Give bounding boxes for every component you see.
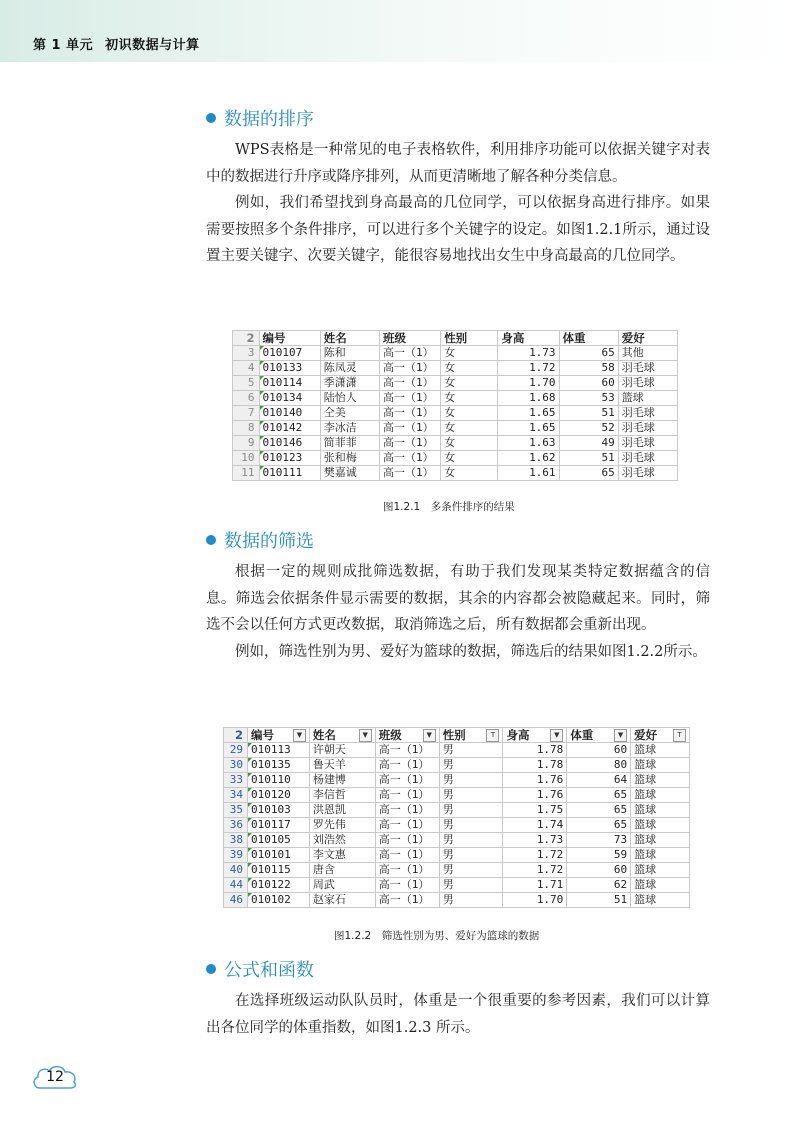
table-cell: 51 bbox=[559, 451, 618, 466]
row-number: 29 bbox=[224, 743, 248, 758]
table-cell: 53 bbox=[559, 391, 618, 406]
table-cell: 男 bbox=[439, 743, 503, 758]
header-row bbox=[233, 331, 678, 346]
row-number: 5 bbox=[233, 376, 260, 391]
table-cell: 1.61 bbox=[498, 466, 559, 481]
table-cell: 男 bbox=[439, 803, 503, 818]
table-cell: 高一（1） bbox=[375, 773, 439, 788]
bullet-dot-icon bbox=[206, 535, 216, 545]
table-cell: 高一（1） bbox=[379, 391, 440, 406]
table-cell: 女 bbox=[441, 421, 498, 436]
table-cell: 65 bbox=[567, 803, 631, 818]
table-cell: 高一（1） bbox=[375, 788, 439, 803]
table-cell: 篮球 bbox=[631, 743, 690, 758]
table-cell: 季潇潇 bbox=[320, 376, 379, 391]
column-header-label: 姓名 bbox=[312, 728, 336, 742]
table-cell: 62 bbox=[567, 878, 631, 893]
row-number: 30 bbox=[224, 758, 248, 773]
table-cell: 010105 bbox=[247, 833, 309, 848]
table-cell: 64 bbox=[567, 773, 631, 788]
table-cell: 1.70 bbox=[503, 893, 567, 908]
column-header-label: 编号 bbox=[262, 331, 286, 345]
table-cell: 李文惠 bbox=[309, 848, 375, 863]
table-cell: 52 bbox=[559, 421, 618, 436]
table-cell: 高一（1） bbox=[379, 361, 440, 376]
table-cell: 女 bbox=[441, 406, 498, 421]
table-cell: 58 bbox=[559, 361, 618, 376]
table-cell: 010117 bbox=[247, 818, 309, 833]
table-cell: 010140 bbox=[259, 406, 320, 421]
table-row bbox=[224, 878, 690, 893]
table-cell: 010111 bbox=[259, 466, 320, 481]
sorted-table bbox=[232, 330, 678, 481]
column-header bbox=[379, 331, 440, 346]
table-cell: 陈凤灵 bbox=[320, 361, 379, 376]
row-number: 38 bbox=[224, 833, 248, 848]
table-cell: 洪恩凯 bbox=[309, 803, 375, 818]
table-cell: 篮球 bbox=[631, 848, 690, 863]
column-header-label: 爱好 bbox=[634, 728, 658, 742]
column-header-label: 编号 bbox=[250, 728, 274, 742]
table-cell: 篮球 bbox=[631, 833, 690, 848]
table-cell: 男 bbox=[439, 863, 503, 878]
table-row bbox=[224, 818, 690, 833]
table-cell: 篮球 bbox=[631, 818, 690, 833]
paragraph: 在选择班级运动队队员时，体重是一个很重要的参考因素，我们可以计算出各位同学的体重指数，如图1.2.3 所示。 bbox=[206, 993, 710, 1036]
table-cell: 010115 bbox=[247, 863, 309, 878]
figure-caption-2: 图1.2.2 筛选性别为男、爱好为篮球的数据 bbox=[334, 930, 540, 942]
column-header bbox=[631, 728, 690, 743]
column-header-label: 班级 bbox=[382, 331, 406, 345]
table-cell: 陆怡人 bbox=[320, 391, 379, 406]
row-number: 7 bbox=[233, 406, 260, 421]
table-cell: 010134 bbox=[259, 391, 320, 406]
page-number-badge: 12 bbox=[30, 1063, 80, 1091]
table-cell: 高一（1） bbox=[379, 376, 440, 391]
paragraph: 根据一定的规则成批筛选数据，有助于我们发现某类特定数据蕴含的信息。筛选会依据条件显示需要的数据，其余的内容都会被隐藏起来。同时，筛选不会以任何方式更改数据，取消筛选之后，所有数据都会重新出现。 bbox=[206, 564, 710, 633]
table-cell: 高一（1） bbox=[379, 451, 440, 466]
table-cell: 鲁天羊 bbox=[309, 758, 375, 773]
table-cell: 男 bbox=[439, 818, 503, 833]
table-cell: 1.78 bbox=[503, 743, 567, 758]
table-cell: 1.65 bbox=[498, 406, 559, 421]
table-cell: 羽毛球 bbox=[618, 466, 677, 481]
column-header-label: 爱好 bbox=[621, 331, 645, 345]
table-cell: 010142 bbox=[259, 421, 320, 436]
table-row bbox=[224, 833, 690, 848]
table-cell: 陈和 bbox=[320, 346, 379, 361]
table-cell: 男 bbox=[439, 773, 503, 788]
table-cell: 1.78 bbox=[503, 758, 567, 773]
row-number: 9 bbox=[233, 436, 260, 451]
table-cell: 高一（1） bbox=[375, 803, 439, 818]
table-cell: 高一（1） bbox=[375, 848, 439, 863]
table-cell: 高一（1） bbox=[379, 346, 440, 361]
column-header-label: 性别 bbox=[444, 331, 468, 345]
header-row bbox=[224, 728, 690, 743]
table-cell: 羽毛球 bbox=[618, 421, 677, 436]
column-header bbox=[320, 331, 379, 346]
table-cell: 罗先伟 bbox=[309, 818, 375, 833]
table-cell: 男 bbox=[439, 878, 503, 893]
table-cell: 1.75 bbox=[503, 803, 567, 818]
column-header bbox=[498, 331, 559, 346]
table-cell: 赵家石 bbox=[309, 893, 375, 908]
filter-dropdown-icon[interactable]: ▼ bbox=[423, 729, 436, 742]
filter-dropdown-icon[interactable]: ▼ bbox=[550, 729, 563, 742]
table-cell: 65 bbox=[567, 788, 631, 803]
table-cell: 男 bbox=[439, 833, 503, 848]
paragraph: 例如，筛选性别为男、爱好为篮球的数据，筛选后的结果如图1.2.2所示。 bbox=[235, 643, 707, 660]
table-cell: 篮球 bbox=[631, 758, 690, 773]
table-cell: 羽毛球 bbox=[618, 406, 677, 421]
table-cell: 1.76 bbox=[503, 773, 567, 788]
table-cell: 1.74 bbox=[503, 818, 567, 833]
column-header-label: 性别 bbox=[442, 728, 466, 742]
table-cell: 高一（1） bbox=[375, 878, 439, 893]
section-sorting-body bbox=[206, 137, 710, 270]
row-number: 36 bbox=[224, 818, 248, 833]
table-cell: 010123 bbox=[259, 451, 320, 466]
column-header bbox=[439, 728, 503, 743]
table-cell: 高一（1） bbox=[375, 743, 439, 758]
table-cell: 女 bbox=[441, 346, 498, 361]
column-header-label: 姓名 bbox=[323, 331, 347, 345]
table-cell: 65 bbox=[567, 818, 631, 833]
table-cell: 女 bbox=[441, 466, 498, 481]
column-header bbox=[247, 728, 309, 743]
column-header bbox=[567, 728, 631, 743]
table-cell: 010103 bbox=[247, 803, 309, 818]
table-cell: 010122 bbox=[247, 878, 309, 893]
row-number: 44 bbox=[224, 878, 248, 893]
table-cell: 高一（1） bbox=[379, 421, 440, 436]
table-cell: 1.68 bbox=[498, 391, 559, 406]
row-number: 35 bbox=[224, 803, 248, 818]
table-cell: 男 bbox=[439, 848, 503, 863]
table-cell: 1.73 bbox=[498, 346, 559, 361]
table-cell: 高一（1） bbox=[379, 466, 440, 481]
row-number: 46 bbox=[224, 893, 248, 908]
table-cell: 1.76 bbox=[503, 788, 567, 803]
section-filtering-body bbox=[206, 559, 710, 665]
table-cell: 女 bbox=[441, 391, 498, 406]
table-cell: 60 bbox=[559, 376, 618, 391]
table-cell: 59 bbox=[567, 848, 631, 863]
table-row bbox=[224, 893, 690, 908]
row-number: 10 bbox=[233, 451, 260, 466]
table-row bbox=[233, 421, 678, 436]
table-cell: 80 bbox=[567, 758, 631, 773]
table-cell: 高一（1） bbox=[375, 818, 439, 833]
table-cell: 杨建博 bbox=[309, 773, 375, 788]
table-cell: 高一（1） bbox=[375, 758, 439, 773]
table-cell: 010133 bbox=[259, 361, 320, 376]
table-cell: 男 bbox=[439, 788, 503, 803]
running-header bbox=[33, 34, 212, 53]
table-cell: 1.72 bbox=[498, 361, 559, 376]
table-cell: 51 bbox=[559, 406, 618, 421]
column-header-label: 身高 bbox=[501, 331, 525, 345]
table-cell: 高一（1） bbox=[375, 893, 439, 908]
table-cell: 60 bbox=[567, 743, 631, 758]
table-cell: 篮球 bbox=[631, 878, 690, 893]
table-cell: 高一（1） bbox=[375, 833, 439, 848]
row-number: 40 bbox=[224, 863, 248, 878]
row-number: 6 bbox=[233, 391, 260, 406]
table-row bbox=[233, 436, 678, 451]
column-header bbox=[309, 728, 375, 743]
column-header-label: 身高 bbox=[506, 728, 530, 742]
column-header bbox=[559, 331, 618, 346]
table-cell: 010101 bbox=[247, 848, 309, 863]
table-cell: 篮球 bbox=[631, 788, 690, 803]
row-number: 34 bbox=[224, 788, 248, 803]
table-row bbox=[224, 743, 690, 758]
table-cell: 1.70 bbox=[498, 376, 559, 391]
table-cell: 010110 bbox=[247, 773, 309, 788]
table-cell: 51 bbox=[567, 893, 631, 908]
table-cell: 65 bbox=[559, 466, 618, 481]
table-row bbox=[224, 863, 690, 878]
table-cell: 010135 bbox=[247, 758, 309, 773]
row-number: 4 bbox=[233, 361, 260, 376]
section-heading-formulas: 公式和函数 bbox=[206, 956, 314, 982]
section-heading-filtering: 数据的筛选 bbox=[206, 527, 314, 553]
row-number: 3 bbox=[233, 346, 260, 361]
table-cell: 010102 bbox=[247, 893, 309, 908]
row-number: 11 bbox=[233, 466, 260, 481]
table-cell: 1.62 bbox=[498, 451, 559, 466]
table-row bbox=[224, 788, 690, 803]
table-cell: 仝美 bbox=[320, 406, 379, 421]
filter-dropdown-icon[interactable]: ▼ bbox=[293, 729, 306, 742]
table-cell: 60 bbox=[567, 863, 631, 878]
table-row bbox=[224, 848, 690, 863]
table-cell: 羽毛球 bbox=[618, 436, 677, 451]
table-cell: 篮球 bbox=[631, 893, 690, 908]
column-header bbox=[259, 331, 320, 346]
table-cell: 周武 bbox=[309, 878, 375, 893]
table-cell: 篮球 bbox=[631, 773, 690, 788]
filter-active-icon[interactable]: T bbox=[673, 729, 686, 742]
table-cell: 刘浩然 bbox=[309, 833, 375, 848]
column-header-label: 体重 bbox=[570, 728, 594, 742]
table-cell: 高一（1） bbox=[379, 436, 440, 451]
table-cell: 010146 bbox=[259, 436, 320, 451]
table-cell: 1.71 bbox=[503, 878, 567, 893]
table-cell: 樊嘉诚 bbox=[320, 466, 379, 481]
table-cell: 女 bbox=[441, 361, 498, 376]
table-cell: 许朝天 bbox=[309, 743, 375, 758]
table-cell: 73 bbox=[567, 833, 631, 848]
filter-dropdown-icon[interactable]: ▼ bbox=[359, 729, 372, 742]
table-cell: 010114 bbox=[259, 376, 320, 391]
table-cell: 羽毛球 bbox=[618, 361, 677, 376]
table-cell: 1.72 bbox=[503, 848, 567, 863]
table-cell: 男 bbox=[439, 893, 503, 908]
table-cell: 篮球 bbox=[618, 391, 677, 406]
column-header-label: 班级 bbox=[378, 728, 402, 742]
table-row bbox=[224, 758, 690, 773]
table-row bbox=[233, 346, 678, 361]
paragraph: 例如，我们希望找到身高最高的几位同学，可以依据身高进行排序。如果需要按照多个条件排序，可以进行多个关键字的设定。如图1.2.1所示，通过设置主要关键字、次要关键字，能很容易地找出女生中身高最高的几位同学。 bbox=[206, 195, 710, 264]
bullet-dot-icon bbox=[206, 113, 216, 123]
table-cell: 高一（1） bbox=[379, 406, 440, 421]
table-cell: 其他 bbox=[618, 346, 677, 361]
section-heading-sorting: 数据的排序 bbox=[206, 105, 314, 131]
paragraph: WPS表格是一种常见的电子表格软件，利用排序功能可以依据关键字对表中的数据进行升序或降序排列，从而更清晰地了解各种分类信息。 bbox=[206, 142, 710, 185]
table-cell: 49 bbox=[559, 436, 618, 451]
row-number: 2 bbox=[224, 728, 248, 743]
column-header bbox=[503, 728, 567, 743]
table-cell: 高一（1） bbox=[375, 863, 439, 878]
row-number: 8 bbox=[233, 421, 260, 436]
table-cell: 李冰洁 bbox=[320, 421, 379, 436]
table-row bbox=[233, 466, 678, 481]
table-row bbox=[224, 773, 690, 788]
table-cell: 李信哲 bbox=[309, 788, 375, 803]
table-row bbox=[233, 406, 678, 421]
table-cell: 男 bbox=[439, 758, 503, 773]
table-cell: 010107 bbox=[259, 346, 320, 361]
table-cell: 女 bbox=[441, 436, 498, 451]
table-cell: 女 bbox=[441, 376, 498, 391]
row-number: 33 bbox=[224, 773, 248, 788]
table-cell: 010120 bbox=[247, 788, 309, 803]
figure-caption-1: 图1.2.1 多条件排序的结果 bbox=[383, 501, 515, 513]
table-cell: 简菲菲 bbox=[320, 436, 379, 451]
filter-dropdown-icon[interactable]: ▼ bbox=[614, 729, 627, 742]
table-row bbox=[233, 376, 678, 391]
table-cell: 篮球 bbox=[631, 863, 690, 878]
bullet-dot-icon bbox=[206, 964, 216, 974]
table-cell: 张和梅 bbox=[320, 451, 379, 466]
table-row bbox=[233, 361, 678, 376]
section-formulas-body bbox=[206, 988, 710, 1041]
table-cell: 女 bbox=[441, 451, 498, 466]
unit-label: 第 1 单元 bbox=[33, 38, 94, 53]
column-header bbox=[618, 331, 677, 346]
table-cell: 1.63 bbox=[498, 436, 559, 451]
table-cell: 篮球 bbox=[631, 803, 690, 818]
table-cell: 010113 bbox=[247, 743, 309, 758]
table-cell: 唐含 bbox=[309, 863, 375, 878]
table-cell: 羽毛球 bbox=[618, 376, 677, 391]
column-header bbox=[375, 728, 439, 743]
row-number: 39 bbox=[224, 848, 248, 863]
filtered-table bbox=[223, 727, 690, 908]
unit-title: 初识数据与计算 bbox=[105, 38, 200, 53]
table-cell: 1.73 bbox=[503, 833, 567, 848]
table-row bbox=[233, 391, 678, 406]
filter-active-icon[interactable]: T bbox=[486, 729, 499, 742]
row-number: 2 bbox=[233, 331, 260, 346]
column-header bbox=[441, 331, 498, 346]
table-row bbox=[224, 803, 690, 818]
column-header-label: 体重 bbox=[562, 331, 586, 345]
table-cell: 1.72 bbox=[503, 863, 567, 878]
table-row bbox=[233, 451, 678, 466]
table-cell: 羽毛球 bbox=[618, 451, 677, 466]
table-cell: 65 bbox=[559, 346, 618, 361]
table-cell: 1.65 bbox=[498, 421, 559, 436]
